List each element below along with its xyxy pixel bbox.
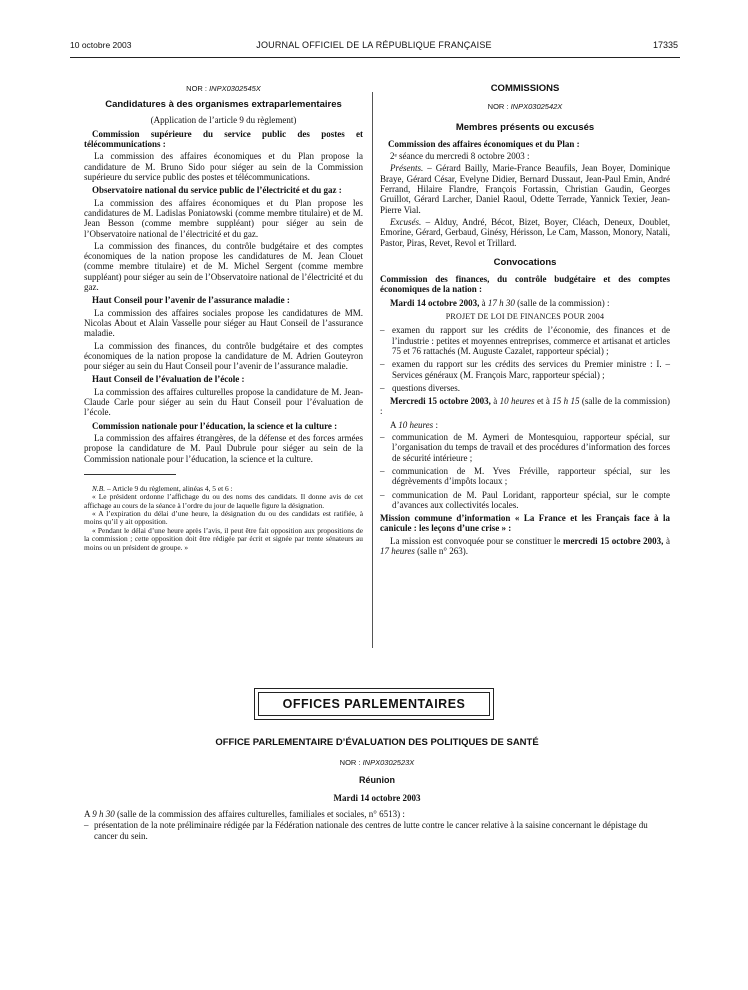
paragraph: La commission des affaires économiques et du Plan propose la candidature de M. Bruno Sido pour siéger au sein de la Commission supérieure du service public des postes et télécommunications.	[84, 151, 363, 183]
text: (salle n° 263).	[414, 545, 469, 556]
presents-label: Présents.	[390, 163, 424, 174]
nor-label: NOR :	[487, 102, 511, 112]
right-column	[380, 84, 670, 558]
subsection-heading: Haut Conseil de l’évaluation de l’école :	[92, 374, 245, 385]
meeting-time: 9 h 30	[92, 809, 115, 820]
paragraph: La commission des affaires sociales propose les candidatures de MM. Nicolas About et Alain Vasselle pour siéger au Haut Conseil de l’assurance maladie.	[84, 307, 363, 339]
meeting-date: Mardi 14 octobre 2003	[333, 792, 421, 803]
section-title: Candidatures à des organismes extraparlementaires	[105, 99, 342, 111]
paragraph: La commission des finances, du contrôle budgétaire et des comptes économiques de la nation propose la candidature de M. Adrien Gouteyron pour siéger au sein du Haut Conseil pour l’avenir de l’assurance maladie.	[84, 340, 363, 372]
footnote-rule	[84, 474, 176, 475]
offices-banner-title: OFFICES PARLEMENTAIRES	[258, 692, 490, 716]
nor-label: NOR :	[339, 758, 363, 768]
text: à	[479, 297, 488, 308]
list-item: – communication de M. Aymeri de Montesquiou, rapporteur spécial, sur l’organisation du temps de travail et des procédures d’information des forces de sécurité intérieure ;	[392, 432, 670, 463]
left-column	[84, 84, 363, 552]
section-subtitle: (Application de l’article 9 du règlement)	[150, 114, 297, 125]
meeting-date	[380, 298, 670, 308]
agenda-list	[84, 820, 670, 841]
meeting-date	[380, 396, 670, 417]
text: (salle de la commission) :	[380, 396, 671, 417]
nb-label: N.B.	[92, 483, 106, 493]
offices-banner	[254, 688, 494, 720]
convocations-heading: Convocations	[493, 256, 557, 268]
header-page-number: 17335	[652, 40, 678, 50]
nb-text: « A l’expiration du délai d’une heure, la désignation du ou des candidats est ratifiée, à moins qu’il y ait opposition.	[84, 509, 363, 527]
members-heading: Membres présents ou excusés	[455, 121, 595, 133]
meeting-time: 17 h 30	[487, 297, 515, 308]
paragraph: La commission des affaires culturelles propose la candidature de M. Jean-Claude Carle pour siéger au sein du Haut Conseil pour l’évaluation de l’école.	[84, 386, 363, 418]
nor-reference	[84, 84, 363, 94]
list-item: – présentation de la note préliminaire rédigée par la Fédération nationale des centres de lutte contre le cancer relative à la saisine concernant le dépistage du cancer du sein.	[94, 820, 670, 841]
subsection-heading: Commission des finances, du contrôle budgétaire et des comptes économiques de la nation :	[380, 274, 670, 295]
text: à	[490, 396, 500, 407]
text: et à	[534, 396, 553, 407]
subsection-heading: Commission supérieure du service public des postes et télécommunications :	[84, 128, 363, 150]
text: A	[390, 419, 399, 430]
list-item: – examen du rapport sur les crédits de l’économie, des finances et de l’industrie : petites et moyennes entreprises, commerce et artisanat et articles 75 et 76 rattachés (M. Auguste Cazalet, rapporteur spécial) ;	[392, 325, 670, 356]
presents-list: – Gérard Bailly, Marie-France Beaufils, Jean Boyer, Dominique Braye, Gérard César, Evelyne Didier, Bernard Dussaut, Jean-Paul Emin, André Ferrand, Hilaire Flandre, François Fortassin, Christian Gaudin, Georges Gruillot, Gérard Larcher, Daniel Raoul, Odette Terrade, Yannick Texier, Jean-Pierre Vial.	[380, 163, 670, 215]
excuses-paragraph	[380, 217, 670, 248]
nb-text: « Le président ordonne l’affichage du ou des noms des candidats. Il donne avis de cet affichage au cours de la séance à l’ordre du jour de laquelle figure la désignation.	[84, 492, 363, 510]
list-item: – communication de M. Yves Fréville, rapporteur spécial, sur les dégrèvements d’impôts locaux ;	[392, 466, 670, 487]
text: (salle de la commission) :	[514, 297, 610, 308]
nor-code: INPX0302542X	[510, 102, 563, 112]
footnote	[84, 485, 363, 552]
list-item: – questions diverses.	[392, 383, 670, 393]
meeting-date-bold: Mercredi 15 octobre 2003,	[390, 396, 491, 407]
meeting-date-bold: Mardi 14 octobre 2003,	[390, 297, 480, 308]
paragraph: La commission des finances, du contrôle budgétaire et des comptes économiques de la nation propose les candidatures de M. Jean Clouet (comme membre titulaire) et de M. Michel Sergent (comme membre suppléant) pour siéger au sein de l’Observatoire national de l’électricité et du gaz.	[84, 240, 363, 293]
seance-line: 2ᵉ séance du mercredi 8 octobre 2003 :	[390, 151, 530, 162]
paragraph: La commission des affaires économiques et du Plan propose les candidatures de M. Ladislas Poniatowski (comme membre titulaire) et de M. Jean Besson (comme membre suppléant) pour siéger au sein de l’Observatoire national de l’électricité et du gaz.	[84, 197, 363, 239]
meeting-time: 10 heures	[499, 396, 535, 407]
commissions-title: COMMISSIONS	[490, 83, 560, 94]
meeting-time: 15 h 15	[552, 396, 580, 407]
text: :	[433, 419, 438, 430]
paragraph: La commission des affaires étrangères, de la défense et des forces armées propose la candidature de M. Paul Dubrule pour siéger au sein de la Commission nationale pour l’éducation, la science et la culture.	[84, 432, 363, 464]
column-divider	[372, 92, 373, 648]
list-item: – examen du rapport sur les crédits des services du Premier ministre : I. – Services généraux (M. François Marc, rapporteur spécial) ;	[392, 359, 670, 380]
agenda-list	[380, 325, 670, 393]
excuses-label: Excusés.	[390, 216, 422, 227]
subsection-heading: Observatoire national du service public de l’électricité et du gaz :	[92, 185, 342, 196]
text: A	[84, 809, 93, 820]
nb-text: « Pendant le délai d’une heure après l’avis, il peut être fait opposition aux propositions de la commission ; cette opposition doit être rédigée par écrit et signée par trente sénateurs au moins ou un président de groupe. »	[84, 525, 363, 552]
meeting-date-bold: mercredi 15 octobre 2003,	[563, 535, 664, 546]
subsection-heading: Mission commune d’information « La France et les Français face à la canicule : les leçons d’une crise » :	[380, 513, 670, 534]
meeting-time: 17 heures	[380, 545, 415, 556]
text: La mission est convoquée pour se constituer le	[390, 535, 563, 546]
time-line	[380, 420, 670, 430]
nor-reference	[380, 102, 670, 112]
list-item: – communication de M. Paul Loridant, rapporteur spécial, sur le compte d’avances aux collectivités locales.	[392, 490, 670, 511]
header-journal-title: JOURNAL OFFICIEL DE LA RÉPUBLIQUE FRANÇAISE	[256, 40, 492, 50]
reunion-heading: Réunion	[359, 774, 395, 785]
nor-code: INPX0302545X	[209, 84, 261, 93]
agenda-list	[380, 432, 670, 510]
office-title: OFFICE PARLEMENTAIRE D’ÉVALUATION DES POLITIQUES DE SANTÉ	[215, 737, 539, 748]
meeting-time: 10 heures	[398, 419, 434, 430]
nor-reference	[84, 758, 670, 768]
nor-label: NOR :	[186, 84, 210, 93]
subsection-heading: Commission nationale pour l’éducation, la science et la culture :	[92, 420, 338, 431]
presents-paragraph	[380, 163, 670, 214]
text: (salle de la commission des affaires culturelles, familiales et sociales, n° 6513) :	[114, 809, 405, 820]
nb-text: – Article 9 du règlement, alinéas 4, 5 et 6 :	[105, 483, 233, 493]
offices-section	[84, 738, 670, 844]
nor-code: INPX0302523X	[362, 758, 415, 768]
subsection-heading: Commission des affaires économiques et du Plan :	[388, 138, 580, 149]
excuses-list: – Alduy, André, Bécot, Bizet, Boyer, Cléach, Deneux, Doublet, Emorine, Gérard, Gerbaud, Ginésy, Hérisson, Le Cam, Masson, Monory, Natali, Pastor, Piras, Revet, Revol et Trillard.	[380, 216, 670, 248]
paragraph	[380, 536, 670, 557]
time-line	[84, 809, 670, 819]
text: à	[663, 535, 670, 546]
projet-heading: PROJET DE LOI DE FINANCES POUR 2004	[445, 312, 605, 322]
header-rule	[70, 57, 680, 58]
header-date: 10 octobre 2003	[70, 40, 132, 50]
subsection-heading: Haut Conseil pour l’avenir de l’assurance maladie :	[92, 295, 290, 306]
page-header	[70, 40, 678, 58]
